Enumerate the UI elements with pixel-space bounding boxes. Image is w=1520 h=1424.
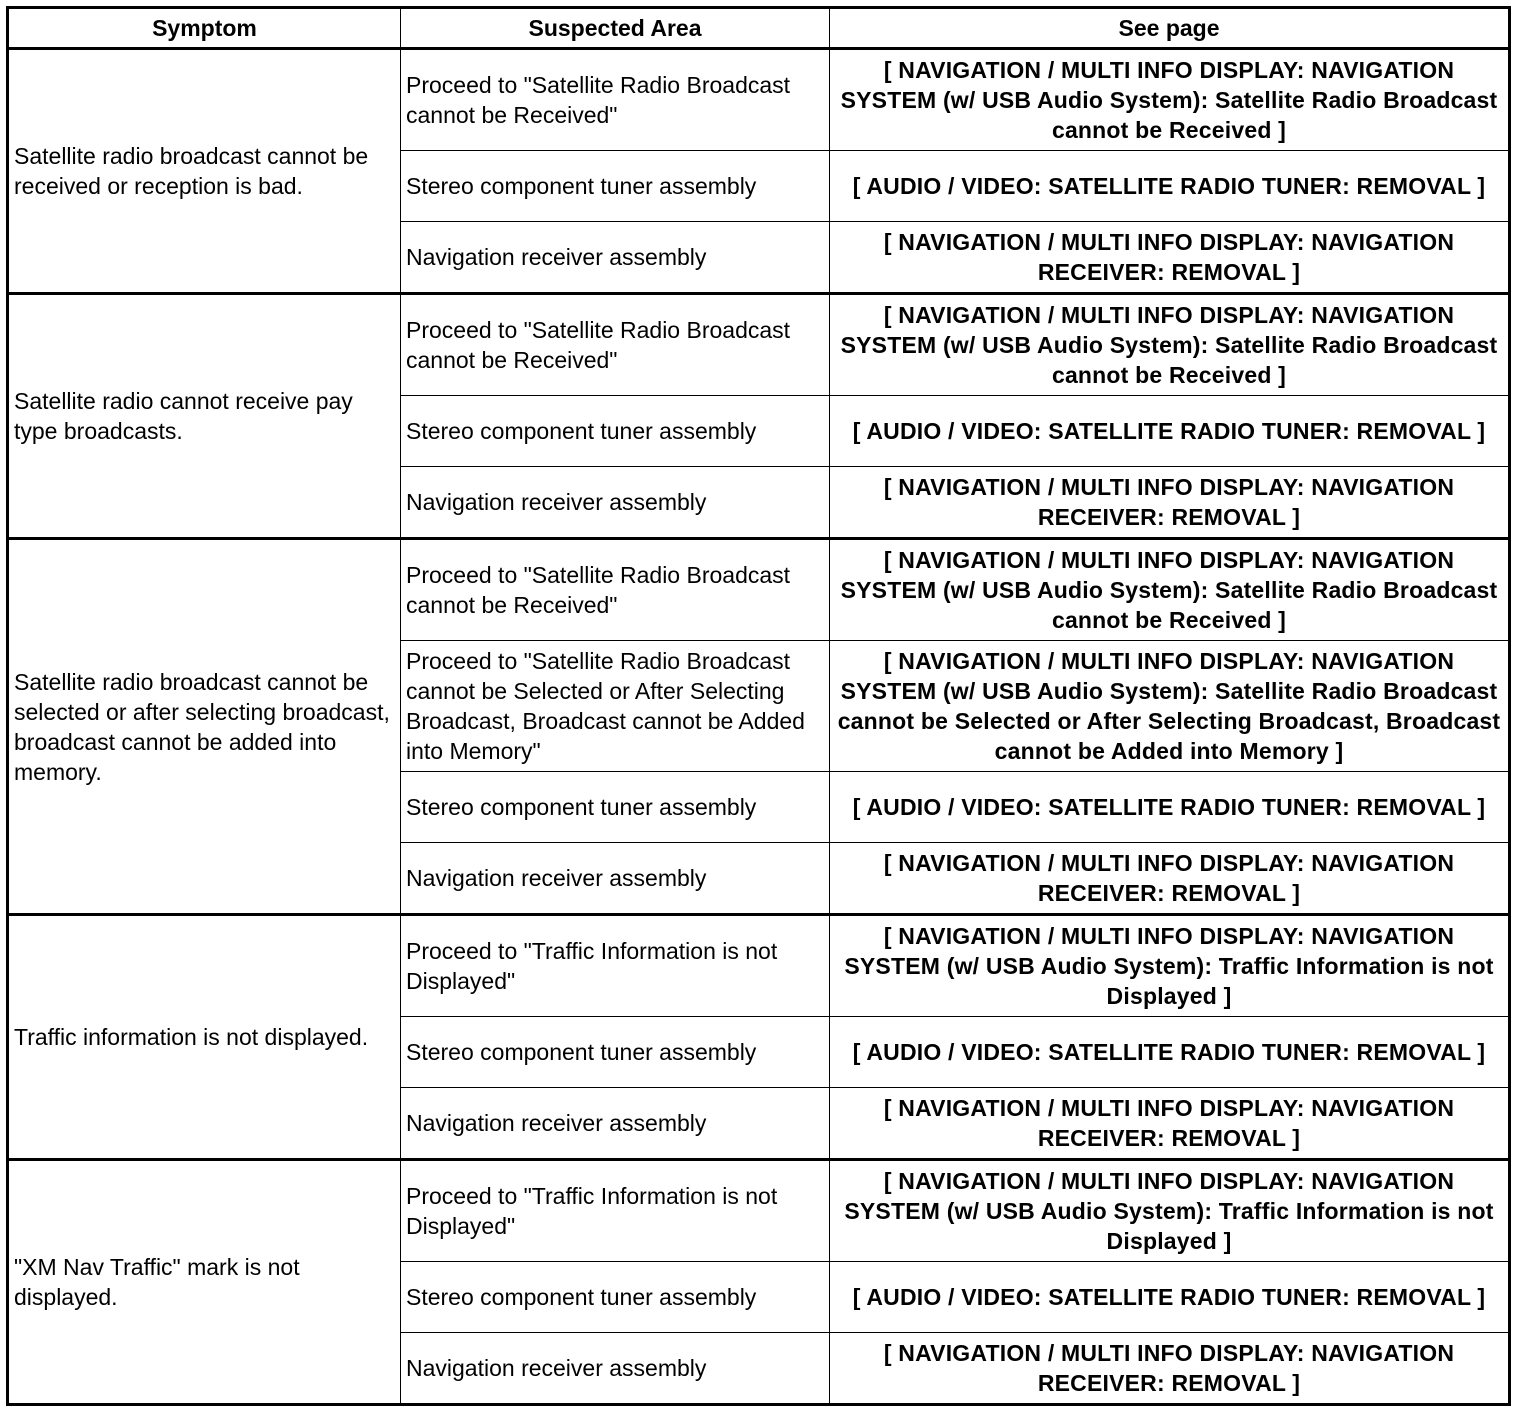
see-page-cell: [ NAVIGATION / MULTI INFO DISPLAY: NAVIGATION RECEIVER: REMOVAL ] <box>830 1333 1510 1405</box>
see-page-cell: [ NAVIGATION / MULTI INFO DISPLAY: NAVIGATION RECEIVER: REMOVAL ] <box>830 467 1510 539</box>
see-page-cell: [ NAVIGATION / MULTI INFO DISPLAY: NAVIGATION SYSTEM (w/ USB Audio System): Satellite Radio Broadcast cannot be Received ] <box>830 539 1510 641</box>
troubleshooting-table <box>6 6 1511 1406</box>
see-page-cell: [ NAVIGATION / MULTI INFO DISPLAY: NAVIGATION SYSTEM (w/ USB Audio System): Traffic Information is not Displayed ] <box>830 1160 1510 1262</box>
suspected-area-cell: Proceed to "Satellite Radio Broadcast cannot be Received" <box>401 539 830 641</box>
header-suspected-area: Suspected Area <box>401 8 830 49</box>
suspected-area-cell: Stereo component tuner assembly <box>401 1017 830 1088</box>
suspected-area-cell: Proceed to "Traffic Information is not Displayed" <box>401 1160 830 1262</box>
suspected-area-cell: Proceed to "Satellite Radio Broadcast cannot be Received" <box>401 294 830 396</box>
header-row <box>8 8 1510 49</box>
symptom-cell: "XM Nav Traffic" mark is not displayed. <box>8 1160 401 1405</box>
suspected-area-cell: Navigation receiver assembly <box>401 222 830 294</box>
see-page-cell: [ NAVIGATION / MULTI INFO DISPLAY: NAVIGATION SYSTEM (w/ USB Audio System): Traffic Information is not Displayed ] <box>830 915 1510 1017</box>
suspected-area-cell: Proceed to "Satellite Radio Broadcast cannot be Received" <box>401 49 830 151</box>
see-page-cell: [ NAVIGATION / MULTI INFO DISPLAY: NAVIGATION SYSTEM (w/ USB Audio System): Satellite Radio Broadcast cannot be Received ] <box>830 294 1510 396</box>
suspected-area-cell: Navigation receiver assembly <box>401 467 830 539</box>
see-page-cell: [ NAVIGATION / MULTI INFO DISPLAY: NAVIGATION SYSTEM (w/ USB Audio System): Satellite Radio Broadcast cannot be Received ] <box>830 49 1510 151</box>
suspected-area-cell: Navigation receiver assembly <box>401 1088 830 1160</box>
table-row <box>8 294 1510 396</box>
suspected-area-cell: Proceed to "Satellite Radio Broadcast cannot be Selected or After Selecting Broadcast, Broadcast cannot be Added into Memory" <box>401 641 830 772</box>
symptom-cell: Satellite radio cannot receive pay type broadcasts. <box>8 294 401 539</box>
header-symptom: Symptom <box>8 8 401 49</box>
suspected-area-cell: Stereo component tuner assembly <box>401 151 830 222</box>
symptom-cell: Satellite radio broadcast cannot be selected or after selecting broadcast, broadcast cannot be added into memory. <box>8 539 401 915</box>
header-see-page: See page <box>830 8 1510 49</box>
see-page-cell: [ AUDIO / VIDEO: SATELLITE RADIO TUNER: REMOVAL ] <box>830 396 1510 467</box>
symptom-cell: Traffic information is not displayed. <box>8 915 401 1160</box>
symptom-cell: Satellite radio broadcast cannot be received or reception is bad. <box>8 49 401 294</box>
suspected-area-cell: Proceed to "Traffic Information is not Displayed" <box>401 915 830 1017</box>
suspected-area-cell: Navigation receiver assembly <box>401 843 830 915</box>
table-row <box>8 1160 1510 1262</box>
table-row <box>8 539 1510 641</box>
suspected-area-cell: Stereo component tuner assembly <box>401 772 830 843</box>
see-page-cell: [ AUDIO / VIDEO: SATELLITE RADIO TUNER: REMOVAL ] <box>830 772 1510 843</box>
see-page-cell: [ AUDIO / VIDEO: SATELLITE RADIO TUNER: REMOVAL ] <box>830 1262 1510 1333</box>
suspected-area-cell: Stereo component tuner assembly <box>401 1262 830 1333</box>
see-page-cell: [ NAVIGATION / MULTI INFO DISPLAY: NAVIGATION SYSTEM (w/ USB Audio System): Satellite Radio Broadcast cannot be Selected or After Selecting Broadcast, Broadcast cannot be Added into Memory ] <box>830 641 1510 772</box>
suspected-area-cell: Stereo component tuner assembly <box>401 396 830 467</box>
see-page-cell: [ NAVIGATION / MULTI INFO DISPLAY: NAVIGATION RECEIVER: REMOVAL ] <box>830 222 1510 294</box>
suspected-area-cell: Navigation receiver assembly <box>401 1333 830 1405</box>
table-row <box>8 915 1510 1017</box>
see-page-cell: [ AUDIO / VIDEO: SATELLITE RADIO TUNER: REMOVAL ] <box>830 1017 1510 1088</box>
see-page-cell: [ NAVIGATION / MULTI INFO DISPLAY: NAVIGATION RECEIVER: REMOVAL ] <box>830 1088 1510 1160</box>
see-page-cell: [ NAVIGATION / MULTI INFO DISPLAY: NAVIGATION RECEIVER: REMOVAL ] <box>830 843 1510 915</box>
table-row <box>8 49 1510 151</box>
see-page-cell: [ AUDIO / VIDEO: SATELLITE RADIO TUNER: REMOVAL ] <box>830 151 1510 222</box>
